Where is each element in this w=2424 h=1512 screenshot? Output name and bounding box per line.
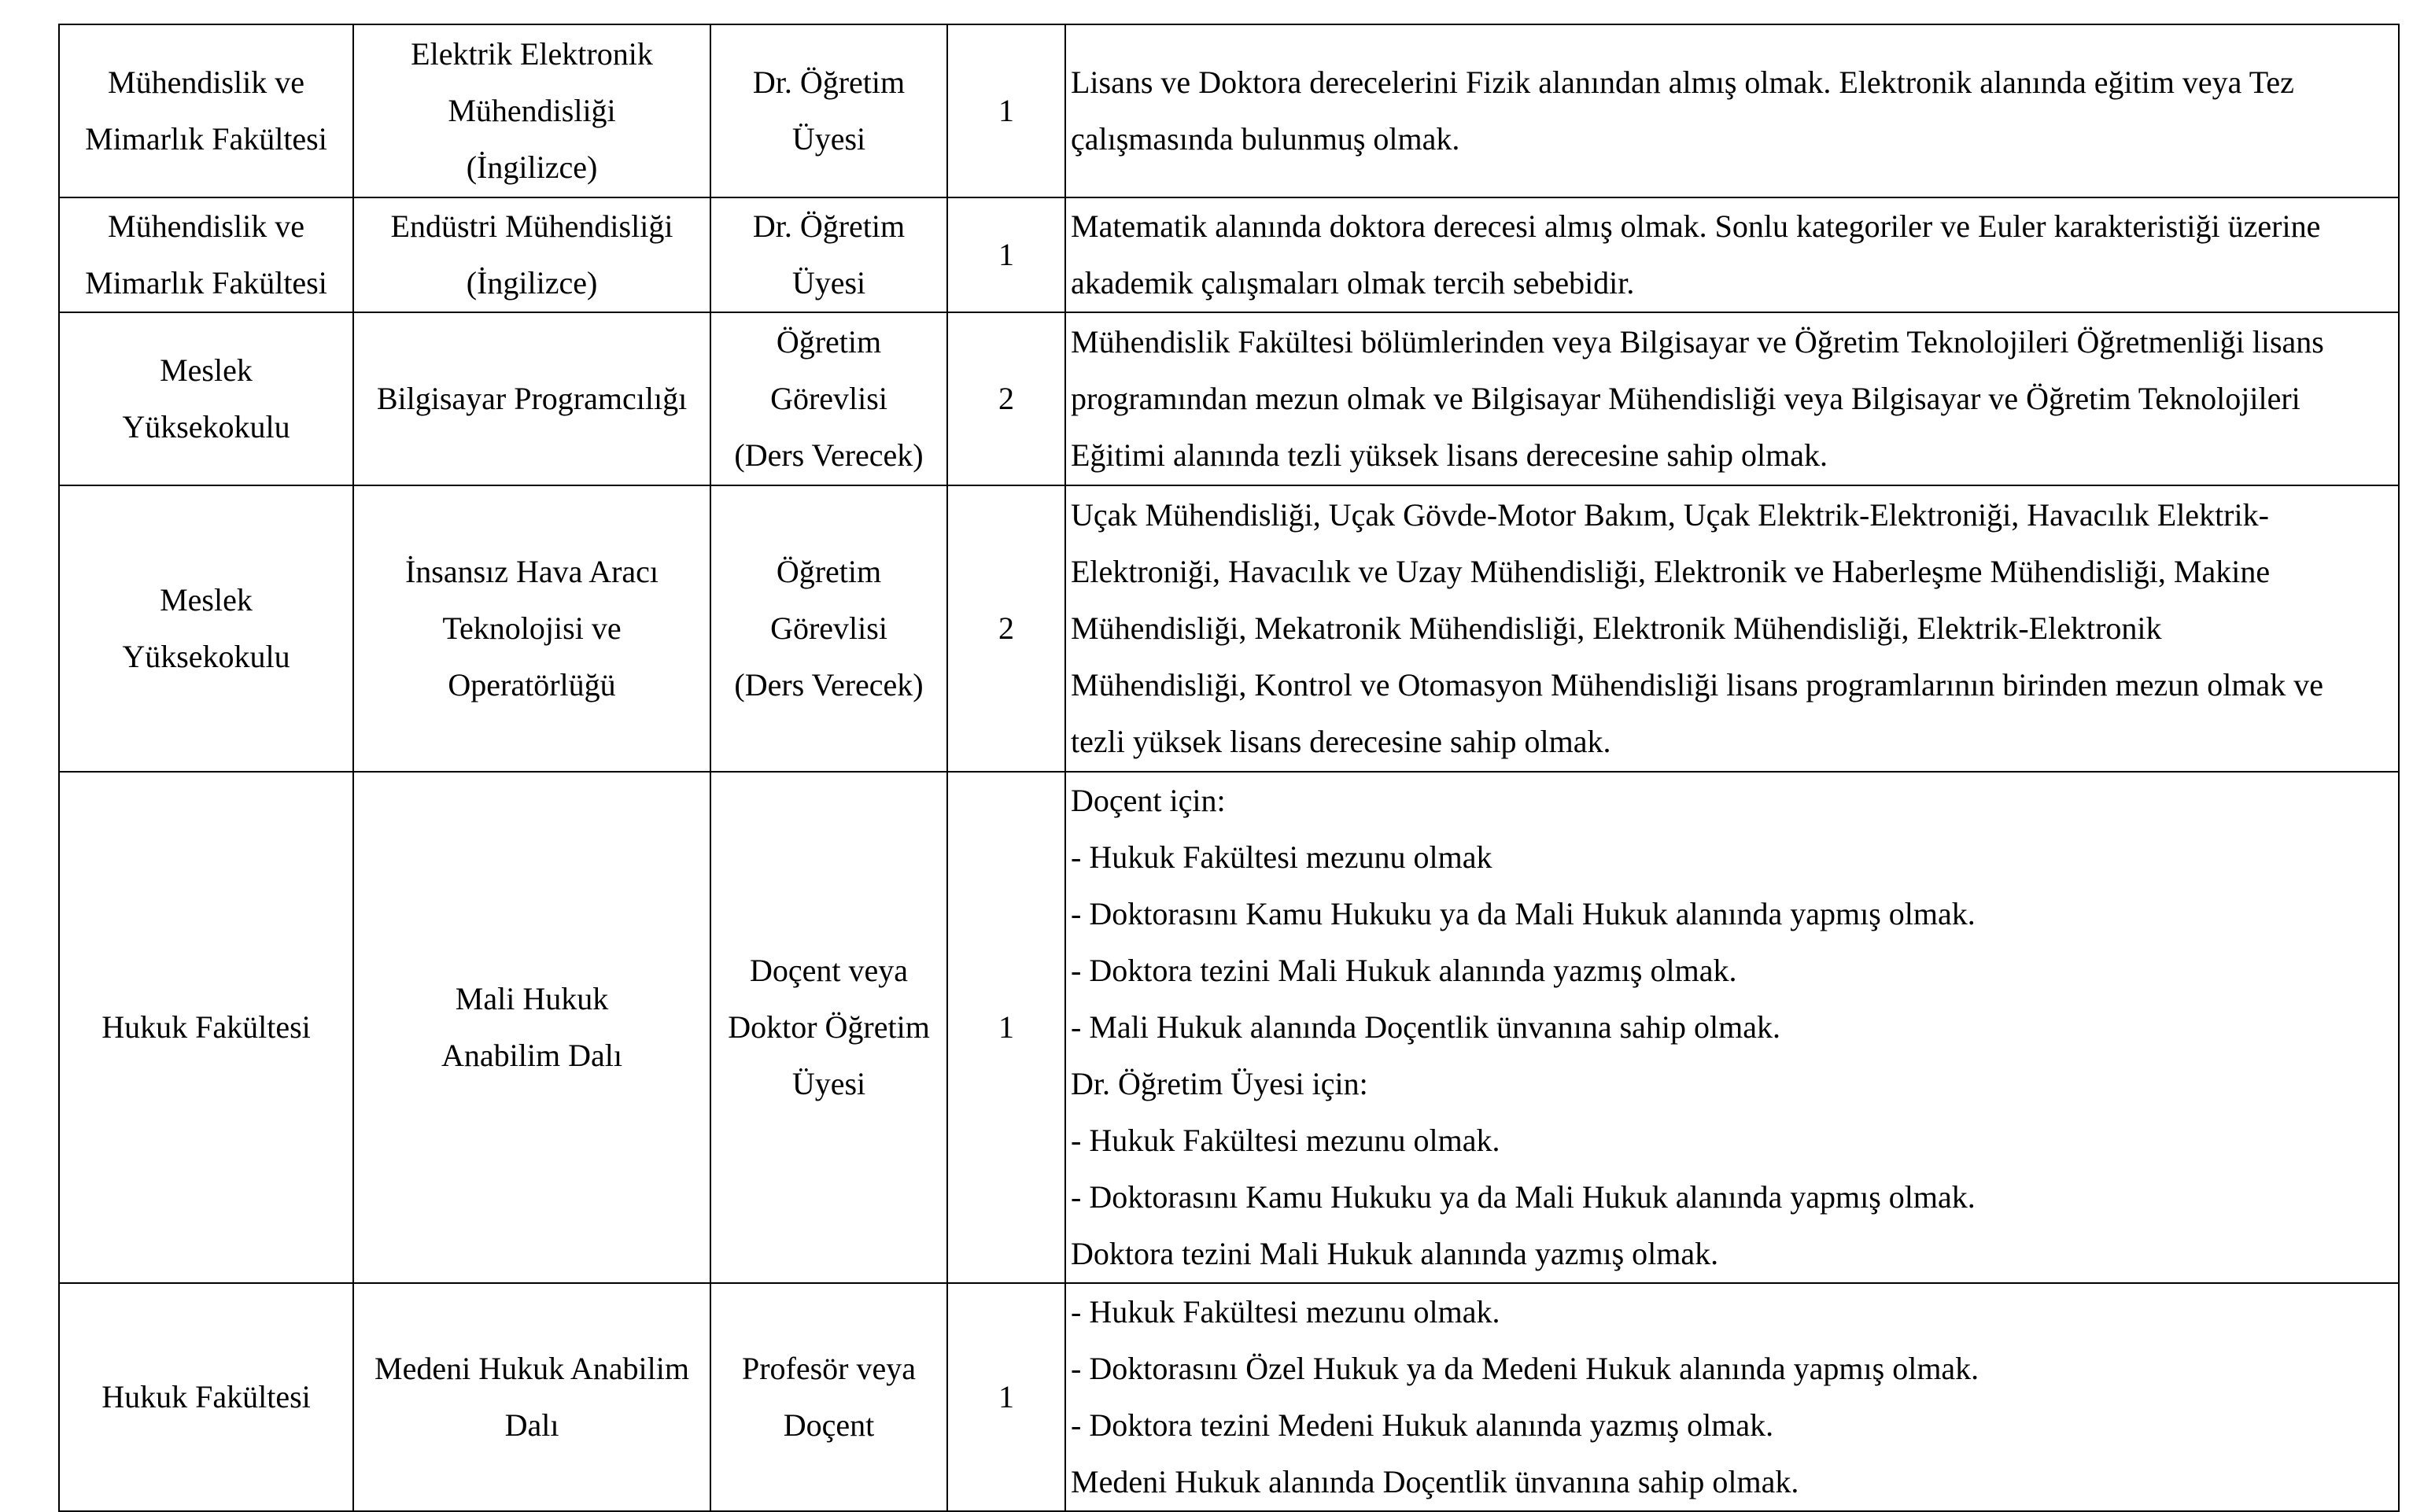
department-cell [353,197,710,312]
title-cell [710,1283,947,1511]
requirement-line: akademik çalışmaları olmak tercih sebebidir. [1071,265,1635,301]
requirement-line: - Doktorasını Kamu Hukuku ya da Mali Hukuk alanında yapmış olmak. [1071,1179,1976,1215]
count-value: 2 [998,610,1014,646]
requirement-line: - Doktora tezini Medeni Hukuk alanında yazmış olmak. [1071,1407,1774,1443]
requirement-line: Lisans ve Doktora derecelerini Fizik alanından almış olmak. Elektronik alanında eğitim veya Tez [1071,65,2294,100]
department-line: Mali Hukuk [455,981,609,1016]
count-value: 1 [998,1009,1014,1045]
requirement-line: programından mezun olmak ve Bilgisayar Mühendisliği veya Bilgisayar ve Öğretim Teknolojileri [1071,381,2300,416]
requirement-line: Mühendisliği, Mekatronik Mühendisliği, Elektronik Mühendisliği, Elektrik-Elektronik [1071,610,2162,646]
faculty-cell [59,1283,353,1511]
count-cell [947,24,1065,197]
title-line: Doktor Öğretim [728,1009,930,1045]
title-line: Öğretim [776,324,882,360]
title-line: Doçent [783,1407,875,1443]
title-line: Üyesi [791,1066,866,1101]
department-line: Mühendisliği [448,93,616,128]
faculty-line: Mimarlık Fakültesi [85,121,327,157]
table-row [59,24,2399,197]
title-line: Doçent veya [749,953,908,988]
table-row [59,1283,2399,1511]
vacancy-table [58,24,2400,1512]
title-line: Öğretim [776,554,882,589]
requirement-line: Medeni Hukuk alanında Doçentlik ünvanına sahip olmak. [1071,1464,1799,1499]
department-cell [353,312,710,485]
requirement-line: - Doktorasını Özel Hukuk ya da Medeni Hukuk alanında yapmış olmak. [1071,1351,1979,1386]
requirement-line: Mühendisliği, Kontrol ve Otomasyon Mühendisliği lisans programlarının birinden mezun olmak ve [1071,667,2323,703]
count-cell [947,197,1065,312]
requirement-line: Dr. Öğretim Üyesi için: [1071,1066,1368,1101]
faculty-cell [59,772,353,1283]
title-line: (Ders Verecek) [734,667,924,703]
faculty-cell [59,197,353,312]
department-cell [353,772,710,1283]
count-cell [947,772,1065,1283]
title-line: Dr. Öğretim [752,208,906,244]
count-cell [947,485,1065,772]
faculty-line: Yüksekokulu [122,639,290,674]
department-line: Operatörlüğü [448,667,616,703]
requirements-cell [1065,24,2399,197]
faculty-cell [59,485,353,772]
requirement-line: Eğitimi alanında tezli yüksek lisans derecesine sahip olmak. [1071,437,1828,473]
department-cell [353,24,710,197]
requirements-cell [1065,312,2399,485]
department-line: Elektrik Elektronik [411,36,653,72]
title-line: Görevlisi [770,610,887,646]
title-line: Profesör veya [741,1351,917,1386]
department-line: (İngilizce) [466,265,598,301]
faculty-line: Meslek [160,352,253,388]
requirements-cell [1065,772,2399,1283]
title-line: Dr. Öğretim [752,65,906,100]
department-line: (İngilizce) [466,149,598,185]
department-line: Teknolojisi ve [442,610,622,646]
title-line: Üyesi [791,265,866,301]
table-row [59,197,2399,312]
title-cell [710,197,947,312]
title-cell [710,772,947,1283]
requirement-line: çalışmasında bulunmuş olmak. [1071,121,1460,157]
requirement-line: - Doktora tezini Mali Hukuk alanında yazmış olmak. [1071,953,1737,988]
title-cell [710,485,947,772]
department-line: Endüstri Mühendisliği [390,208,673,244]
count-cell [947,1283,1065,1511]
faculty-cell [59,24,353,197]
department-line: Bilgisayar Programcılığı [376,381,688,416]
department-line: İnsansız Hava Aracı [404,554,659,589]
title-line: (Ders Verecek) [734,437,924,473]
requirement-line: - Hukuk Fakültesi mezunu olmak. [1071,1123,1500,1158]
faculty-line: Hukuk Fakültesi [101,1009,311,1045]
requirement-line: Elektroniği, Havacılık ve Uzay Mühendisliği, Elektronik ve Haberleşme Mühendisliği, Makine [1071,554,2271,589]
title-line: Görevlisi [770,381,887,416]
requirement-line: - Mali Hukuk alanında Doçentlik ünvanına sahip olmak. [1071,1009,1781,1045]
faculty-line: Mühendislik ve [108,208,304,244]
requirement-line: - Hukuk Fakültesi mezunu olmak. [1071,1294,1500,1329]
requirement-line: Mühendislik Fakültesi bölümlerinden veya Bilgisayar ve Öğretim Teknolojileri Öğretmenliği lisans [1071,324,2324,360]
requirements-cell [1065,1283,2399,1511]
faculty-cell [59,312,353,485]
count-value: 1 [998,237,1014,272]
requirement-line: Uçak Mühendisliği, Uçak Gövde-Motor Bakım, Uçak Elektrik-Elektroniği, Havacılık Elektrik- [1071,497,2269,533]
count-value: 2 [998,381,1014,416]
department-cell [353,1283,710,1511]
faculty-line: Meslek [160,582,253,618]
department-cell [353,485,710,772]
requirement-line: tezli yüksek lisans derecesine sahip olmak. [1071,724,1611,759]
title-line: Üyesi [791,121,866,157]
faculty-line: Mimarlık Fakültesi [85,265,327,301]
requirement-line: Doktora tezini Mali Hukuk alanında yazmış olmak. [1071,1236,1719,1271]
requirement-line: - Hukuk Fakültesi mezunu olmak [1071,839,1492,875]
count-value: 1 [998,93,1014,128]
requirement-line: Matematik alanında doktora derecesi almış olmak. Sonlu kategoriler ve Euler karakteristiği üzerine [1071,208,2321,244]
department-line: Anabilim Dalı [441,1038,622,1073]
requirements-cell [1065,485,2399,772]
requirement-line: Doçent için: [1071,783,1226,818]
faculty-line: Mühendislik ve [108,65,304,100]
requirements-cell [1065,197,2399,312]
department-line: Dalı [504,1407,559,1443]
table-row [59,485,2399,772]
count-cell [947,312,1065,485]
title-cell [710,312,947,485]
table-row [59,772,2399,1283]
faculty-line: Hukuk Fakültesi [101,1379,311,1414]
faculty-line: Yüksekokulu [122,409,290,444]
count-value: 1 [998,1379,1014,1414]
requirement-line: - Doktorasını Kamu Hukuku ya da Mali Hukuk alanında yapmış olmak. [1071,896,1976,931]
table-row [59,312,2399,485]
department-line: Medeni Hukuk Anabilim [374,1351,689,1386]
title-cell [710,24,947,197]
